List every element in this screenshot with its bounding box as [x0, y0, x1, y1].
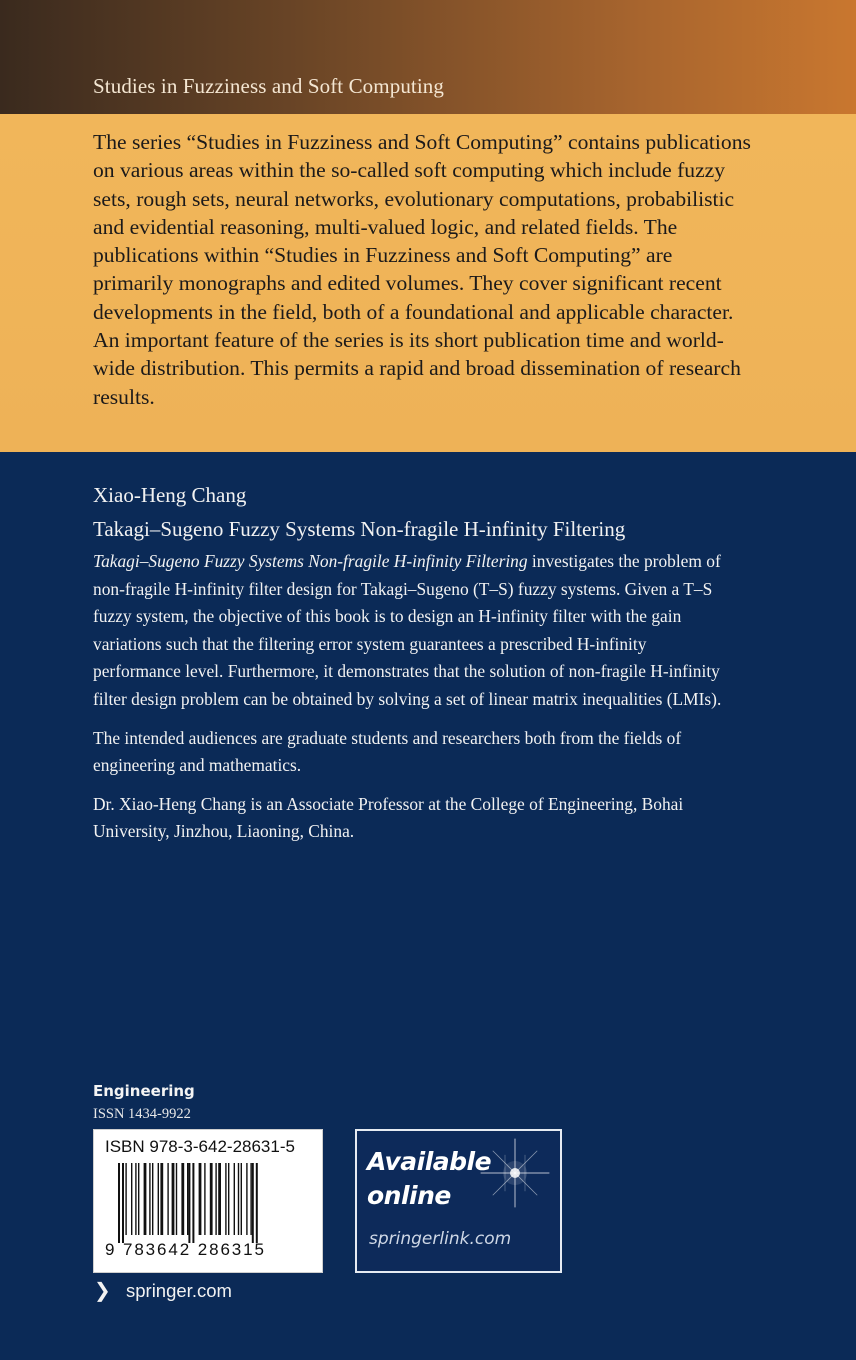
barcode-bar — [238, 1163, 239, 1235]
available-word: Available — [367, 1147, 492, 1176]
barcode-bar — [138, 1163, 139, 1235]
barcode-box — [93, 1129, 323, 1273]
barcode-bar — [241, 1163, 242, 1235]
springerlink-url[interactable]: springerlink.com — [369, 1229, 512, 1249]
series-name: Studies in Fuzziness and Soft Computing — [93, 74, 444, 98]
barcode-bar — [187, 1163, 188, 1235]
barcode-guard-bar — [118, 1163, 120, 1243]
abstract-title-italic: Takagi–Sugeno Fuzzy Systems Non-fragile H-infinity Filtering — [93, 551, 528, 571]
barcode-guard-bar — [252, 1163, 254, 1243]
online-word: online — [367, 1181, 451, 1210]
series-header-band — [0, 0, 856, 114]
barcode-bar — [215, 1163, 216, 1235]
barcode-bar — [160, 1163, 163, 1235]
available-online-box[interactable] — [355, 1129, 562, 1273]
barcode-bar — [210, 1163, 213, 1235]
abstract-text: investigates the problem of non-fragile H-infinity filter design for Takagi–Sugeno (T–S) fuzzy systems. Given a T–S fuzzy system, the objective of this book is to design an H-infinity filter with the gain variations such that the filtering error system guarantees a prescribed H-infinity performance level. Furthermore, it demonstrates that the solution of non-fragile H-infinity filter design problem can be obtained by solving a set of linear matrix inequalities (LMIs). — [93, 551, 722, 709]
barcode-bar — [167, 1163, 168, 1235]
chevron-right-icon: ❯ — [94, 1278, 111, 1302]
barcode-bar — [204, 1163, 205, 1235]
barcode-bar — [199, 1163, 202, 1235]
author-name: Xiao-Heng Chang — [93, 483, 247, 507]
barcode-bar — [125, 1163, 126, 1235]
subject-label: Engineering — [93, 1082, 195, 1100]
isbn-label: ISBN 978-3-642-28631-5 — [105, 1137, 295, 1156]
barcode-bar — [131, 1163, 132, 1235]
barcode-bar — [152, 1163, 153, 1235]
barcode-bar — [176, 1163, 177, 1235]
barcode-bar — [172, 1163, 175, 1235]
series-description: The series “Studies in Fuzziness and Soft Computing” contains publications on various areas within the so-called soft computing which include fuzzy sets, rough sets, neural networks, evolutionary computations, probabilistic and evidential reasoning, multi-valued logic, and related fields. The publications within “Studies in Fuzziness and Soft Computing” are primarily monographs and edited volumes. They cover significant recent developments in the field, both of a foundational and applicable character. An important feature of the series is its short publication time and world-wide distribution. This permits a rapid and broad dissemination of research results. — [93, 130, 751, 409]
issn-label: ISSN 1434-9922 — [93, 1106, 191, 1122]
barcode-bar — [234, 1163, 235, 1235]
springer-website-link[interactable]: springer.com — [126, 1280, 232, 1301]
audience-text: The intended audiences are graduate students and researchers both from the fields of engineering and mathematics. — [93, 727, 682, 776]
author-bio: Dr. Xiao-Heng Chang is an Associate Professor at the College of Engineering, Bohai University, Jinzhou, Liaoning, China. — [93, 793, 684, 842]
book-abstract — [93, 548, 733, 714]
book-title: Takagi–Sugeno Fuzzy Systems Non-fragile H-infinity Filtering — [93, 517, 626, 541]
available-online-title — [367, 1145, 491, 1213]
barcode-bar — [250, 1163, 251, 1235]
barcode-guard-bar — [188, 1163, 190, 1243]
barcode-guard-bar — [122, 1163, 124, 1243]
ean-digits: 9 783642 286315 — [105, 1240, 266, 1259]
barcode-bar — [228, 1163, 229, 1235]
barcode-guard-bar — [256, 1163, 258, 1243]
barcode-graphic — [118, 1163, 308, 1243]
barcode-bar — [246, 1163, 247, 1235]
barcode-bar — [225, 1163, 226, 1235]
barcode-bar — [149, 1163, 150, 1235]
barcode-guard-bar — [192, 1163, 194, 1243]
barcode-bar — [181, 1163, 184, 1235]
book-info — [93, 480, 733, 857]
barcode-bar — [218, 1163, 221, 1235]
barcode-bar — [144, 1163, 147, 1235]
barcode-bar — [135, 1163, 136, 1235]
barcode-bar — [158, 1163, 159, 1235]
